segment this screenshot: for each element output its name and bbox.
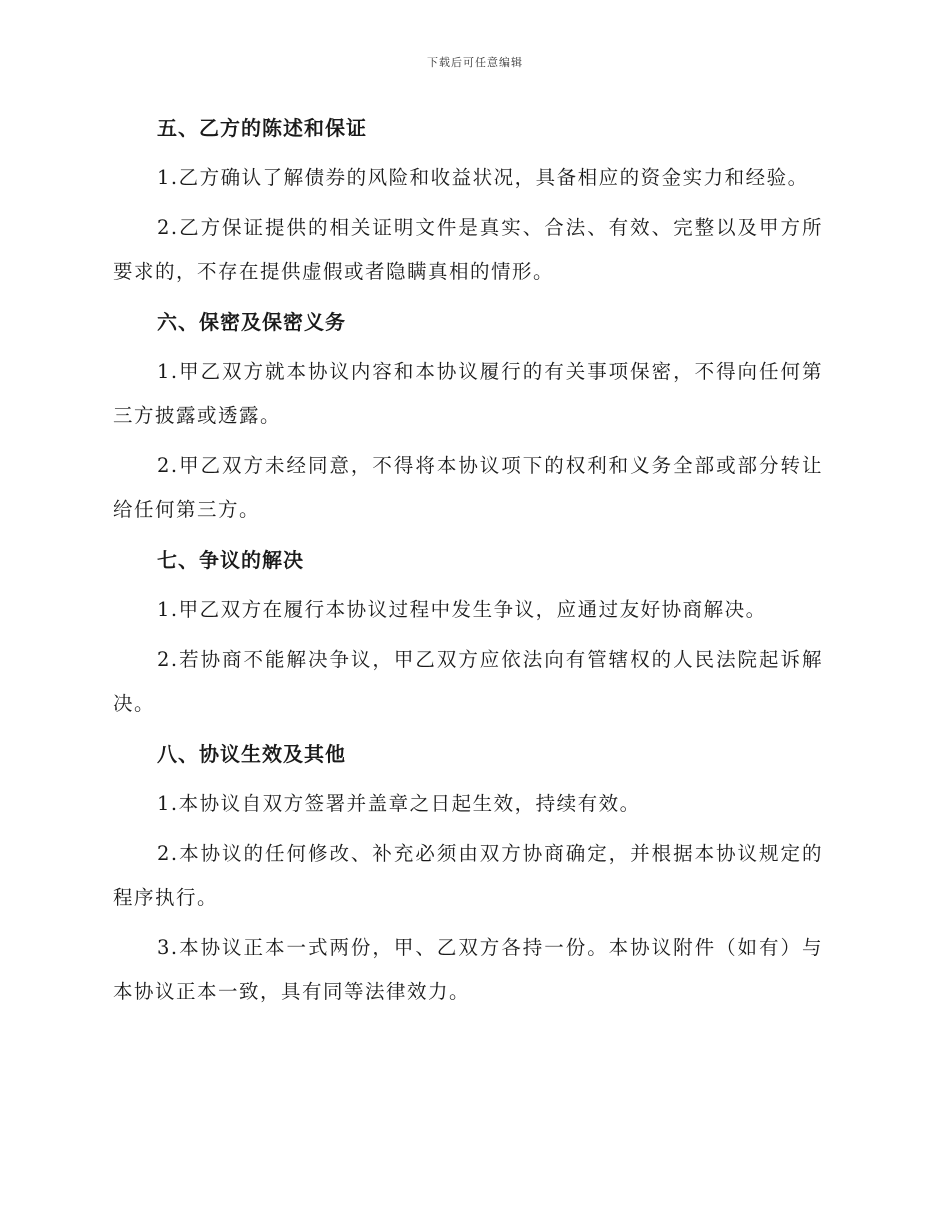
section-7-paragraph-2: 2.若协商不能解决争议，甲乙双方应依法向有管辖权的人民法院起诉解决。 <box>113 648 823 715</box>
page-header-note: 下载后可任意编辑 <box>427 56 523 69</box>
section-6-paragraph-2: 2.甲乙双方未经同意，不得将本协议项下的权利和义务全部或部分转让给任何第三方。 <box>113 454 823 521</box>
section-8-paragraph-3: 3.本协议正本一式两份，甲、乙双方各持一份。本协议附件（如有）与本协议正本一致，具有同等法律效力。 <box>113 936 823 1003</box>
section-heading-8: 八、协议生效及其他 <box>157 742 346 766</box>
section-heading-6: 六、保密及保密义务 <box>157 310 346 334</box>
document-body <box>113 108 823 1014</box>
section-8-paragraph-1: 1.本协议自双方签署并盖章之日起生效，持续有效。 <box>157 792 641 815</box>
section-heading-5: 五、乙方的陈述和保证 <box>157 116 367 140</box>
section-6-paragraph-1: 1.甲乙双方就本协议内容和本协议履行的有关事项保密，不得向任何第三方披露或透露。 <box>113 360 823 427</box>
section-5-paragraph-1: 1.乙方确认了解债券的风险和收益状况，具备相应的资金实力和经验。 <box>157 166 809 189</box>
section-5-paragraph-2: 2.乙方保证提供的相关证明文件是真实、合法、有效、完整以及甲方所要求的，不存在提供虚假或者隐瞒真相的情形。 <box>113 216 823 283</box>
section-7-paragraph-1: 1.甲乙双方在履行本协议过程中发生争议，应通过友好协商解决。 <box>157 598 767 621</box>
section-8-paragraph-2: 2.本协议的任何修改、补充必须由双方协商确定，并根据本协议规定的程序执行。 <box>113 842 823 909</box>
section-heading-7: 七、争议的解决 <box>157 548 304 572</box>
